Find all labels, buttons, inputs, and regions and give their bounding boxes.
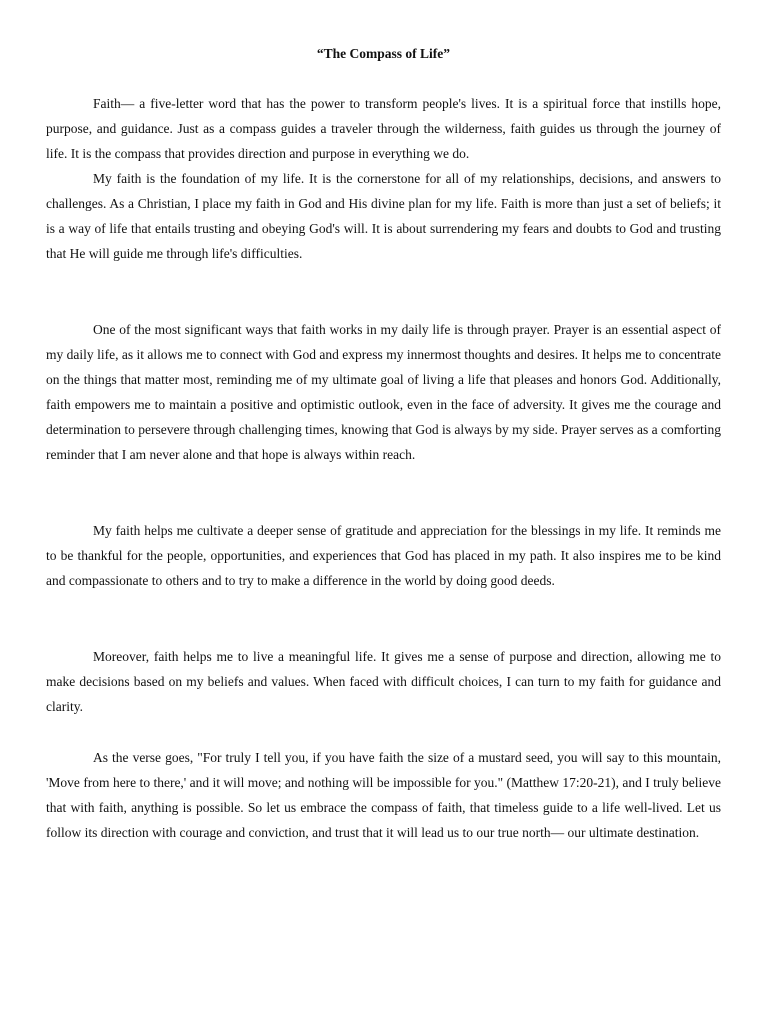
document-title: “The Compass of Life” xyxy=(316,46,451,61)
paragraph-1: Faith— a five-letter word that has the power to transform people's lives. It is a spiritual force that instills hope, purpose, and guidance. Just as a compass guides a traveler through the wilderness, faith guides us through the journey of life. It is the compass that provides direction and purpose in everything we do. xyxy=(46,96,721,161)
paragraph-5: Moreover, faith helps me to live a meaningful life. It gives me a sense of purpose and direction, allowing me to make decisions based on my beliefs and values. When faced with difficult choices, I can turn to my faith for guidance and clarity. xyxy=(46,649,721,714)
paragraph-6: As the verse goes, "For truly I tell you, if you have faith the size of a mustard seed, you will say to this mountain, 'Move from here to there,' and it will move; and nothing will be impossible for you." (Matthew 17:20-21), and I truly believe that with faith, anything is possible. So let us embrace the compass of faith, that timeless guide to a life well-lived. Let us follow its direction with courage and conviction, and trust that it will lead us to our true north— our ultimate destination. xyxy=(46,750,721,840)
paragraph-2: My faith is the foundation of my life. It is the cornerstone for all of my relationships, decisions, and answers to challenges. As a Christian, I place my faith in God and His divine plan for my life. Faith is more than just a set of beliefs; it is a way of life that entails trusting and obeying God's will. It is about surrendering my fears and doubts to God and trusting that He will guide me through life's difficulties. xyxy=(46,171,721,261)
paragraph-4: My faith helps me cultivate a deeper sense of gratitude and appreciation for the blessings in my life. It reminds me to be thankful for the people, opportunities, and experiences that God has placed in my path. It also inspires me to be kind and compassionate to others and to try to make a difference in the world by doing good deeds. xyxy=(46,523,721,588)
paragraph-3: One of the most significant ways that faith works in my daily life is through prayer. Prayer is an essential aspect of my daily life, as it allows me to connect with God and express my innermost thoughts and desires. It helps me to concentrate on the things that matter most, reminding me of my ultimate goal of living a life that pleases and honors God. Additionally, faith empowers me to maintain a positive and optimistic outlook, even in the face of adversity. It gives me the courage and determination to persevere through challenging times, knowing that God is always by my side. Prayer serves as a comforting reminder that I am never alone and that hope is always within reach. xyxy=(46,322,721,462)
